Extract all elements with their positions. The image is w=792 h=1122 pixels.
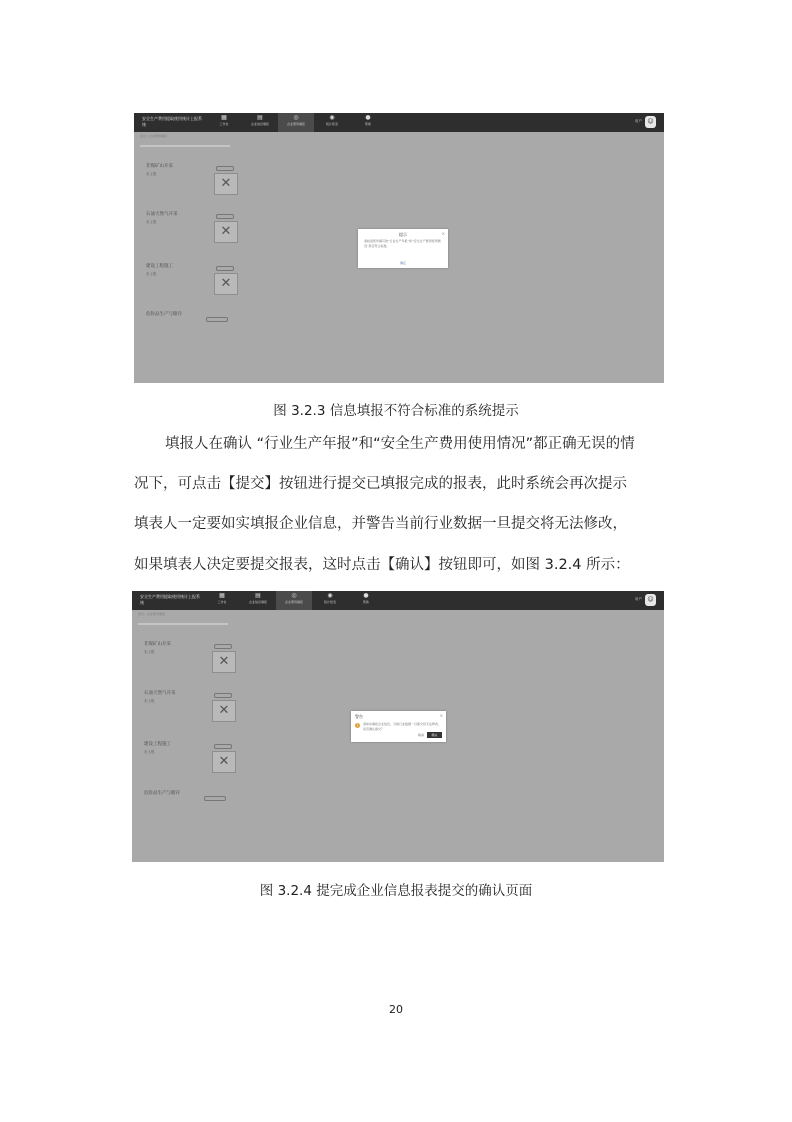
- dialog-message: 请检查您所填写的“行业生产年报”和“安全生产费用使用情况”是否符合标准。: [364, 239, 441, 248]
- prompt-dialog: [358, 229, 448, 268]
- chart-icon: ◉: [327, 592, 333, 599]
- page-number: 20: [389, 1003, 403, 1016]
- module-toggle[interactable]: [214, 644, 232, 649]
- help-icon: ●: [363, 592, 369, 599]
- app-header: [134, 113, 664, 132]
- dialog-message: 请如实填报企业信息，当前行业数据一旦提交将无法修改，是否确认提交？: [363, 722, 442, 731]
- close-icon[interactable]: ×: [441, 231, 445, 236]
- compass-icon: ◎: [293, 114, 299, 121]
- nav-company-info[interactable]: ▤ 企业信息填报: [240, 591, 276, 610]
- module-title: 石油天然气开采: [144, 691, 176, 696]
- module-card: [144, 641, 234, 681]
- module-toggle[interactable]: [216, 214, 234, 219]
- module-title: 危险品生产与储存: [144, 791, 180, 796]
- module-title: 建设工程施工: [146, 264, 173, 269]
- module-status: 未上报: [146, 272, 157, 276]
- module-status: 未上报: [144, 699, 155, 703]
- help-icon: ●: [365, 114, 371, 121]
- confirm-button[interactable]: 确认: [427, 732, 442, 738]
- confirm-dialog: [351, 711, 446, 742]
- figure-caption: 图 3.2.4 提完成企业信息报表提交的确认页面: [259, 883, 533, 899]
- nav-company-fees[interactable]: ◎ 企业费用填报: [276, 591, 312, 610]
- close-icon[interactable]: ✕: [214, 221, 238, 243]
- divider: [140, 145, 230, 147]
- close-icon[interactable]: ✕: [214, 173, 238, 195]
- body-paragraph-line: 况下，可点击【提交】按钮进行提交已填报完成的报表，此时系统会再次提示: [134, 476, 627, 492]
- figure-3-2-3-screenshot: [134, 113, 664, 383]
- close-icon[interactable]: ✕: [214, 273, 238, 295]
- module-status: 未上报: [144, 750, 155, 754]
- warning-icon: !: [356, 723, 359, 728]
- nav-company-info[interactable]: ▤ 企业信息填报: [242, 113, 278, 132]
- form-icon: ▤: [257, 114, 263, 121]
- compass-icon: ◎: [291, 592, 297, 599]
- form-icon: ▤: [255, 592, 261, 599]
- nav-workbench[interactable]: ▦ 工作台: [204, 591, 240, 610]
- module-status: 未上报: [146, 220, 157, 224]
- module-status: 未上报: [144, 650, 155, 654]
- dialog-title: 提示: [399, 232, 407, 237]
- cancel-button[interactable]: 取消: [417, 733, 424, 737]
- module-card: [146, 211, 236, 251]
- body-paragraph-line: 填报人在确认 “行业生产年报”和“安全生产费用使用情况”都正确无误的情: [165, 436, 635, 452]
- module-title: 危险品生产与储存: [146, 312, 182, 317]
- grid-icon: ▦: [221, 114, 227, 121]
- close-icon[interactable]: ×: [439, 713, 443, 718]
- module-card: [144, 741, 234, 781]
- nav-help[interactable]: ● 帮助: [350, 113, 386, 132]
- body-paragraph-line: 如果填表人决定要提交报表，这时点击【确认】按钮即可，如图 3.2.4 所示：: [134, 557, 630, 573]
- nav-company-fees[interactable]: ◎ 企业费用填报: [278, 113, 314, 132]
- app-title: 安全生产费用提取使用统计上报系统: [140, 594, 200, 605]
- ok-button[interactable]: 确定: [399, 261, 406, 265]
- avatar[interactable]: ☺: [645, 594, 656, 606]
- close-icon[interactable]: ✕: [212, 700, 236, 722]
- nav-help[interactable]: ● 帮助: [348, 591, 384, 610]
- module-card: [146, 263, 236, 303]
- figure-3-2-4-screenshot: [132, 591, 664, 862]
- module-toggle[interactable]: [206, 317, 228, 322]
- module-toggle[interactable]: [214, 744, 232, 749]
- module-toggle[interactable]: [204, 796, 226, 801]
- breadcrumb: 首页 / 企业费用填报: [138, 612, 165, 616]
- module-toggle[interactable]: [216, 166, 234, 171]
- grid-icon: ▦: [219, 592, 225, 599]
- body-paragraph-line: 填表人一定要如实填报企业信息，并警告当前行业数据一旦提交将无法修改，: [134, 516, 627, 532]
- module-title: 建设工程施工: [144, 742, 171, 747]
- figure-caption: 图 3.2.3 信息填报不符合标准的系统提示: [273, 403, 519, 419]
- module-toggle[interactable]: [216, 266, 234, 271]
- dialog-title: 警告: [355, 714, 363, 719]
- app-title: 安全生产费用提取使用统计上报系统: [142, 116, 202, 127]
- divider: [138, 623, 228, 625]
- chart-icon: ◉: [329, 114, 335, 121]
- close-icon[interactable]: ✕: [212, 651, 236, 673]
- module-title: 非煤矿山开采: [146, 164, 173, 169]
- module-title: 石油天然气开采: [146, 212, 178, 217]
- close-icon[interactable]: ✕: [212, 751, 236, 773]
- module-title: 非煤矿山开采: [144, 642, 171, 647]
- avatar[interactable]: ☺: [645, 116, 656, 128]
- nav-reports[interactable]: ◉ 统计报表: [314, 113, 350, 132]
- nav-workbench[interactable]: ▦ 工作台: [206, 113, 242, 132]
- nav-reports[interactable]: ◉ 统计报表: [312, 591, 348, 610]
- user-name: 用户: [635, 119, 642, 123]
- module-card: [144, 690, 234, 730]
- module-status: 未上报: [146, 172, 157, 176]
- app-header: [132, 591, 664, 610]
- module-card: [146, 163, 236, 203]
- user-name: 用户: [635, 597, 642, 601]
- breadcrumb: 首页 / 企业费用填报: [140, 134, 167, 138]
- module-toggle[interactable]: [214, 693, 232, 698]
